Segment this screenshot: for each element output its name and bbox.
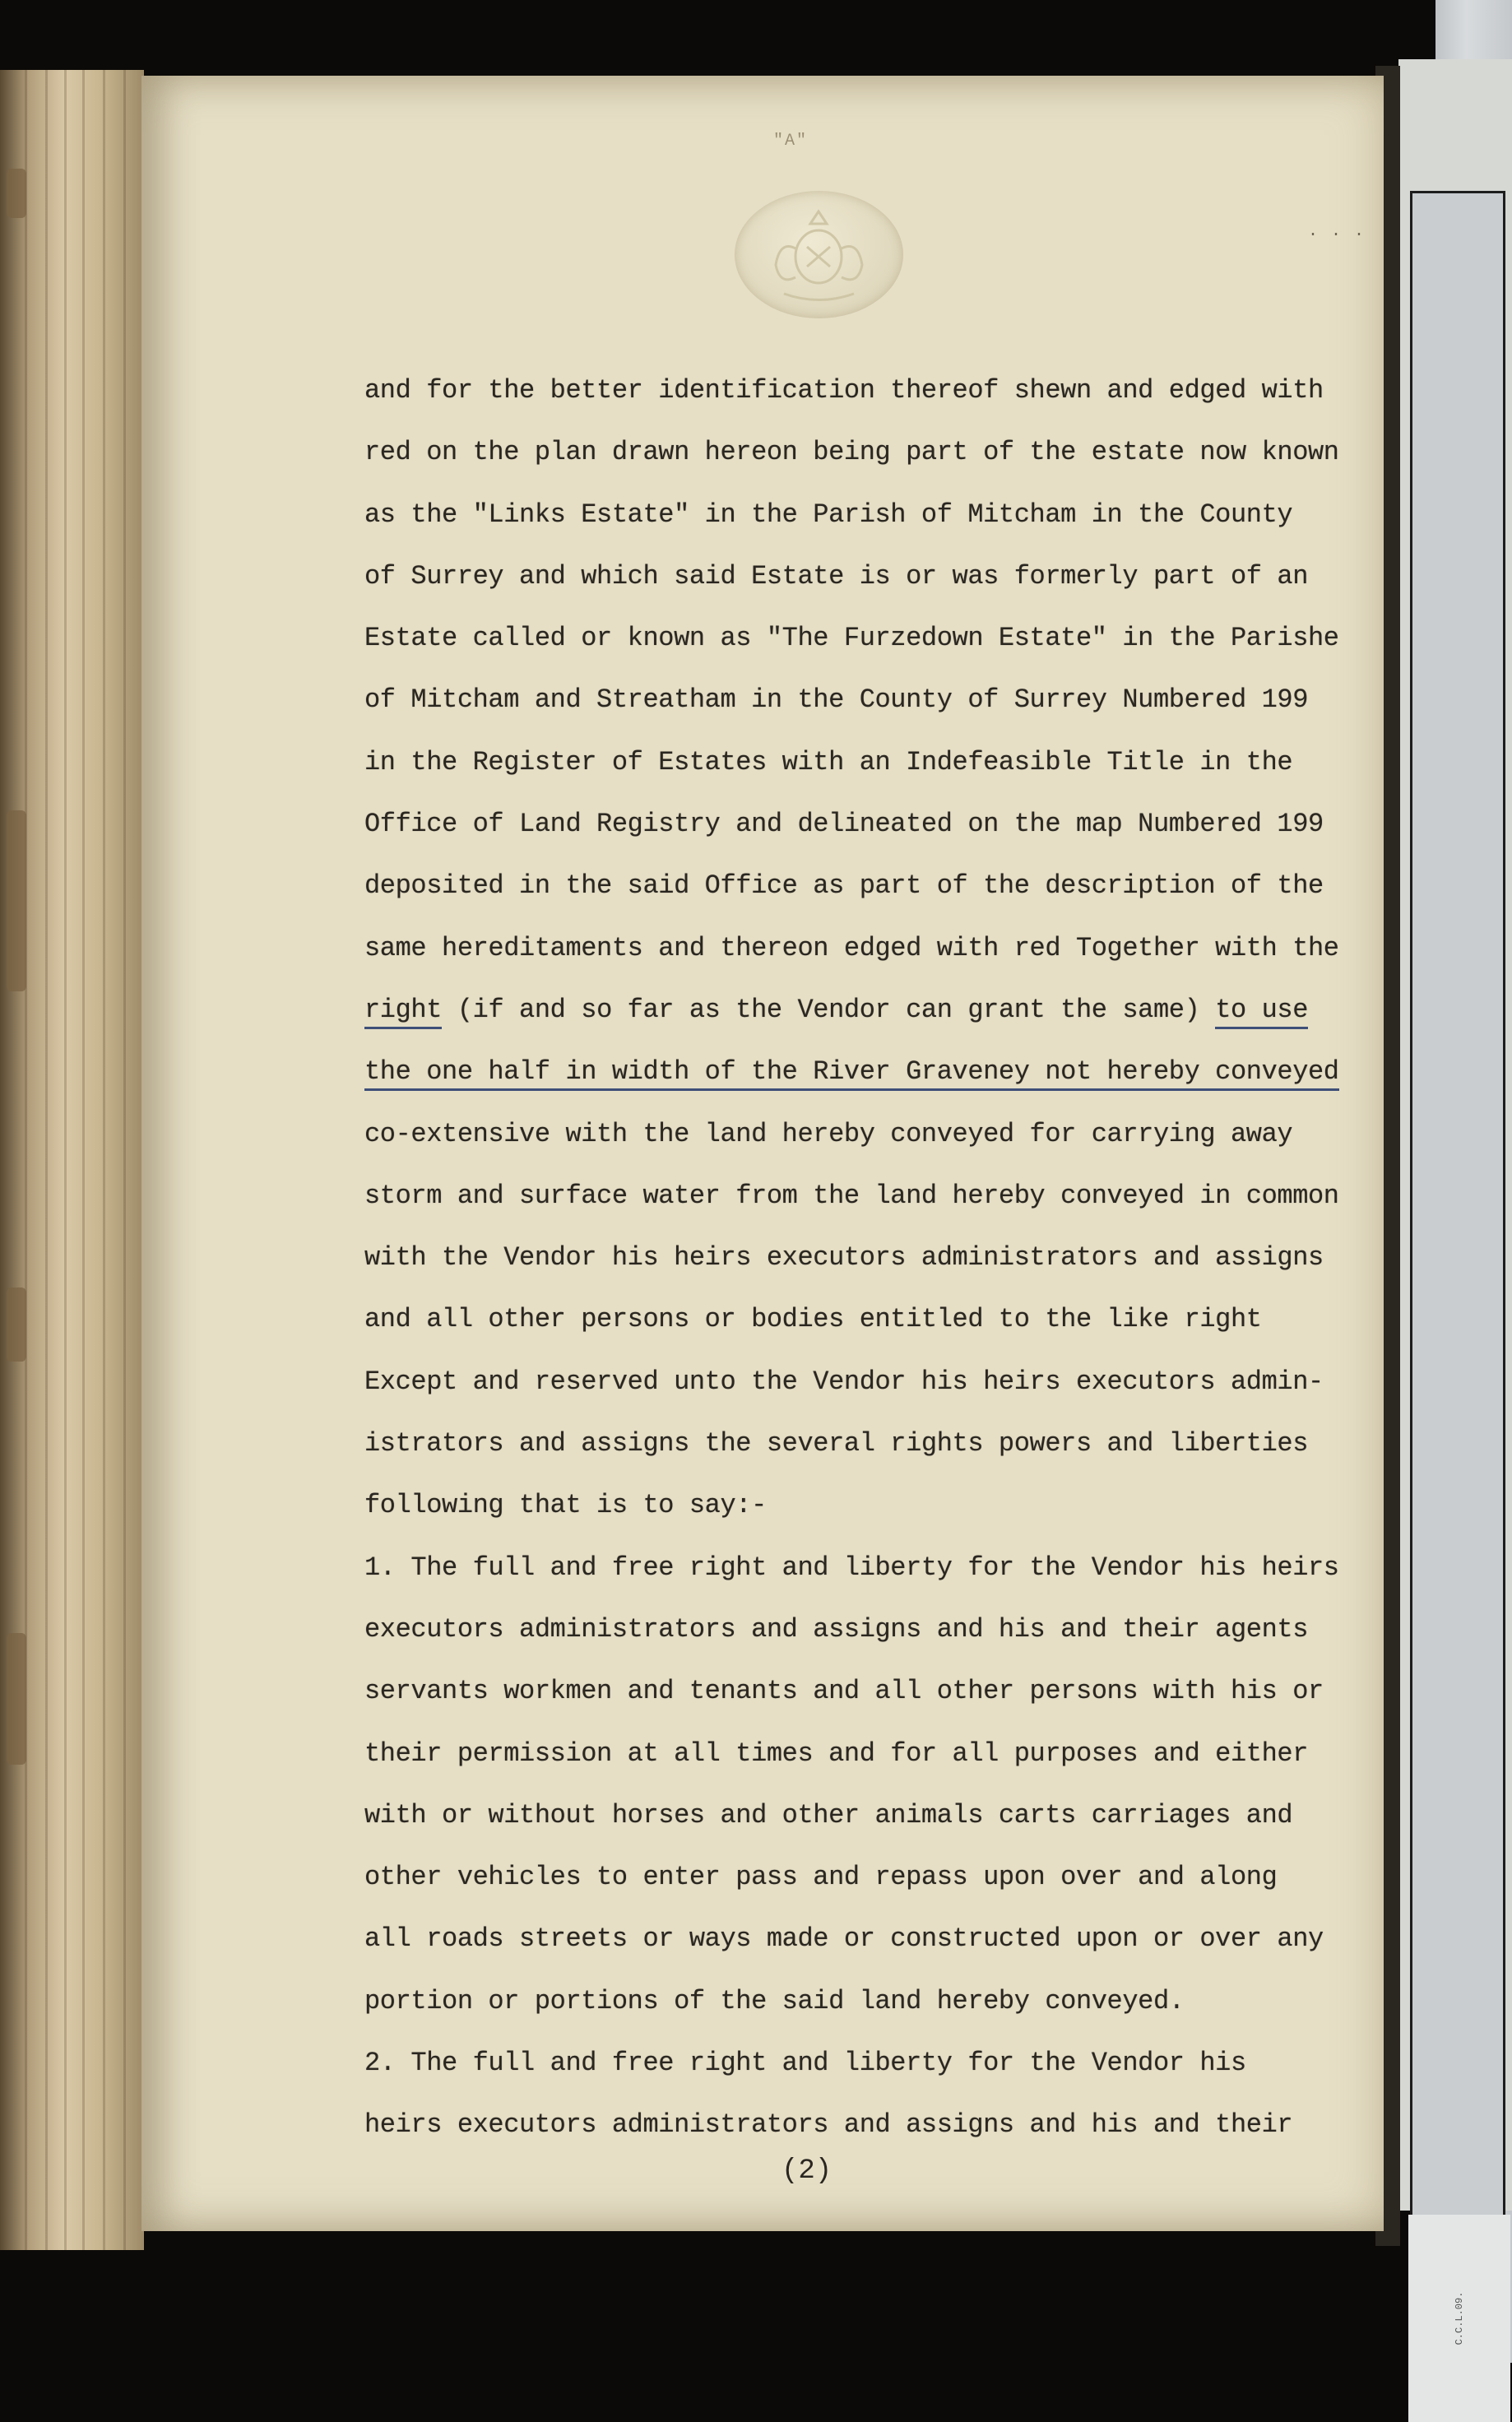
corner-mark: . . . (1308, 222, 1366, 241)
text-line: and for the better identification thereof shewn and edged with (364, 375, 1324, 406)
embossed-seal (735, 191, 903, 318)
header-mark: "A" (773, 132, 809, 151)
next-page-edge (1398, 59, 1512, 2345)
text-line: 1. The full and free right and liberty for the Vendor his heirs (364, 1552, 1339, 1583)
text-line: with or without horses and other animals carts carriages and (364, 1799, 1293, 1830)
text-line: their permission at all times and for all purposes and either (364, 1738, 1308, 1769)
text-line: as the "Links Estate" in the Parish of Mitcham in the County (364, 499, 1293, 530)
text-line: with the Vendor his heirs executors administrators and assigns (364, 1242, 1324, 1274)
text-line-underlined (364, 1041, 1372, 1102)
book-page-edges (0, 70, 144, 2250)
text-line: red on the plan drawn hereon being part of the estate now known (364, 437, 1339, 468)
text-line: following that is to say:- (364, 1490, 767, 1521)
text-line: all roads streets or ways made or constructed upon or over any (364, 1923, 1324, 1955)
document-body (364, 360, 1372, 2156)
text-line: other vehicles to enter pass and repass upon over and along (364, 1862, 1278, 1893)
text-line: same hereditaments and thereon edged with red Together with the (364, 932, 1339, 963)
text-line: in the Register of Estates with an Indefeasible Title in the (364, 746, 1293, 777)
text-line: Except and reserved unto the Vendor his heirs executors admin- (364, 1366, 1324, 1397)
text-line: deposited in the said Office as part of the description of the (364, 870, 1324, 902)
catalogue-tab (1408, 2215, 1510, 2422)
text-line: co-extensive with the land hereby conveyed for carrying away (364, 1118, 1293, 1149)
text-line: portion or portions of the said land hereby conveyed. (364, 1985, 1185, 2016)
text-line: and all other persons or bodies entitled to the like right (364, 1304, 1262, 1335)
underlined-right: right (364, 995, 442, 1029)
text-line-middle: (if and so far as the Vendor can grant the same) (442, 994, 1216, 1025)
text-line: of Mitcham and Streatham in the County of Surrey Numbered 199 (364, 684, 1308, 716)
crest-icon (735, 191, 903, 318)
page-number: (2) (782, 2155, 833, 2187)
text-line: Estate called or known as "The Furzedown Estate" in the Parishe (364, 623, 1339, 654)
text-line: of Surrey and which said Estate is or was formerly part of an (364, 560, 1308, 592)
catalogue-mark: C.C.L.09. (1454, 2291, 1465, 2345)
text-line: Office of Land Registry and delineated on the map Numbered 199 (364, 809, 1324, 840)
text-line: executors administrators and assigns and his and their agents (364, 1613, 1308, 1645)
text-line: heirs executors administrators and assigns and his and their (364, 2109, 1293, 2141)
text-line: 2. The full and free right and liberty for the Vendor his (364, 2048, 1246, 2079)
underlined-river-graveney: the one half in width of the River Graveney not hereby conveyed (364, 1056, 1339, 1091)
text-line: istrators and assigns the several rights powers and liberties (364, 1428, 1308, 1459)
text-line: storm and surface water from the land hereby conveyed in common (364, 1180, 1339, 1211)
text-line-underlined-partial (364, 979, 1372, 1041)
underlined-to-use: to use (1215, 995, 1308, 1029)
text-line: servants workmen and tenants and all other persons with his or (364, 1676, 1324, 1707)
next-page-frame (1410, 191, 1505, 2261)
